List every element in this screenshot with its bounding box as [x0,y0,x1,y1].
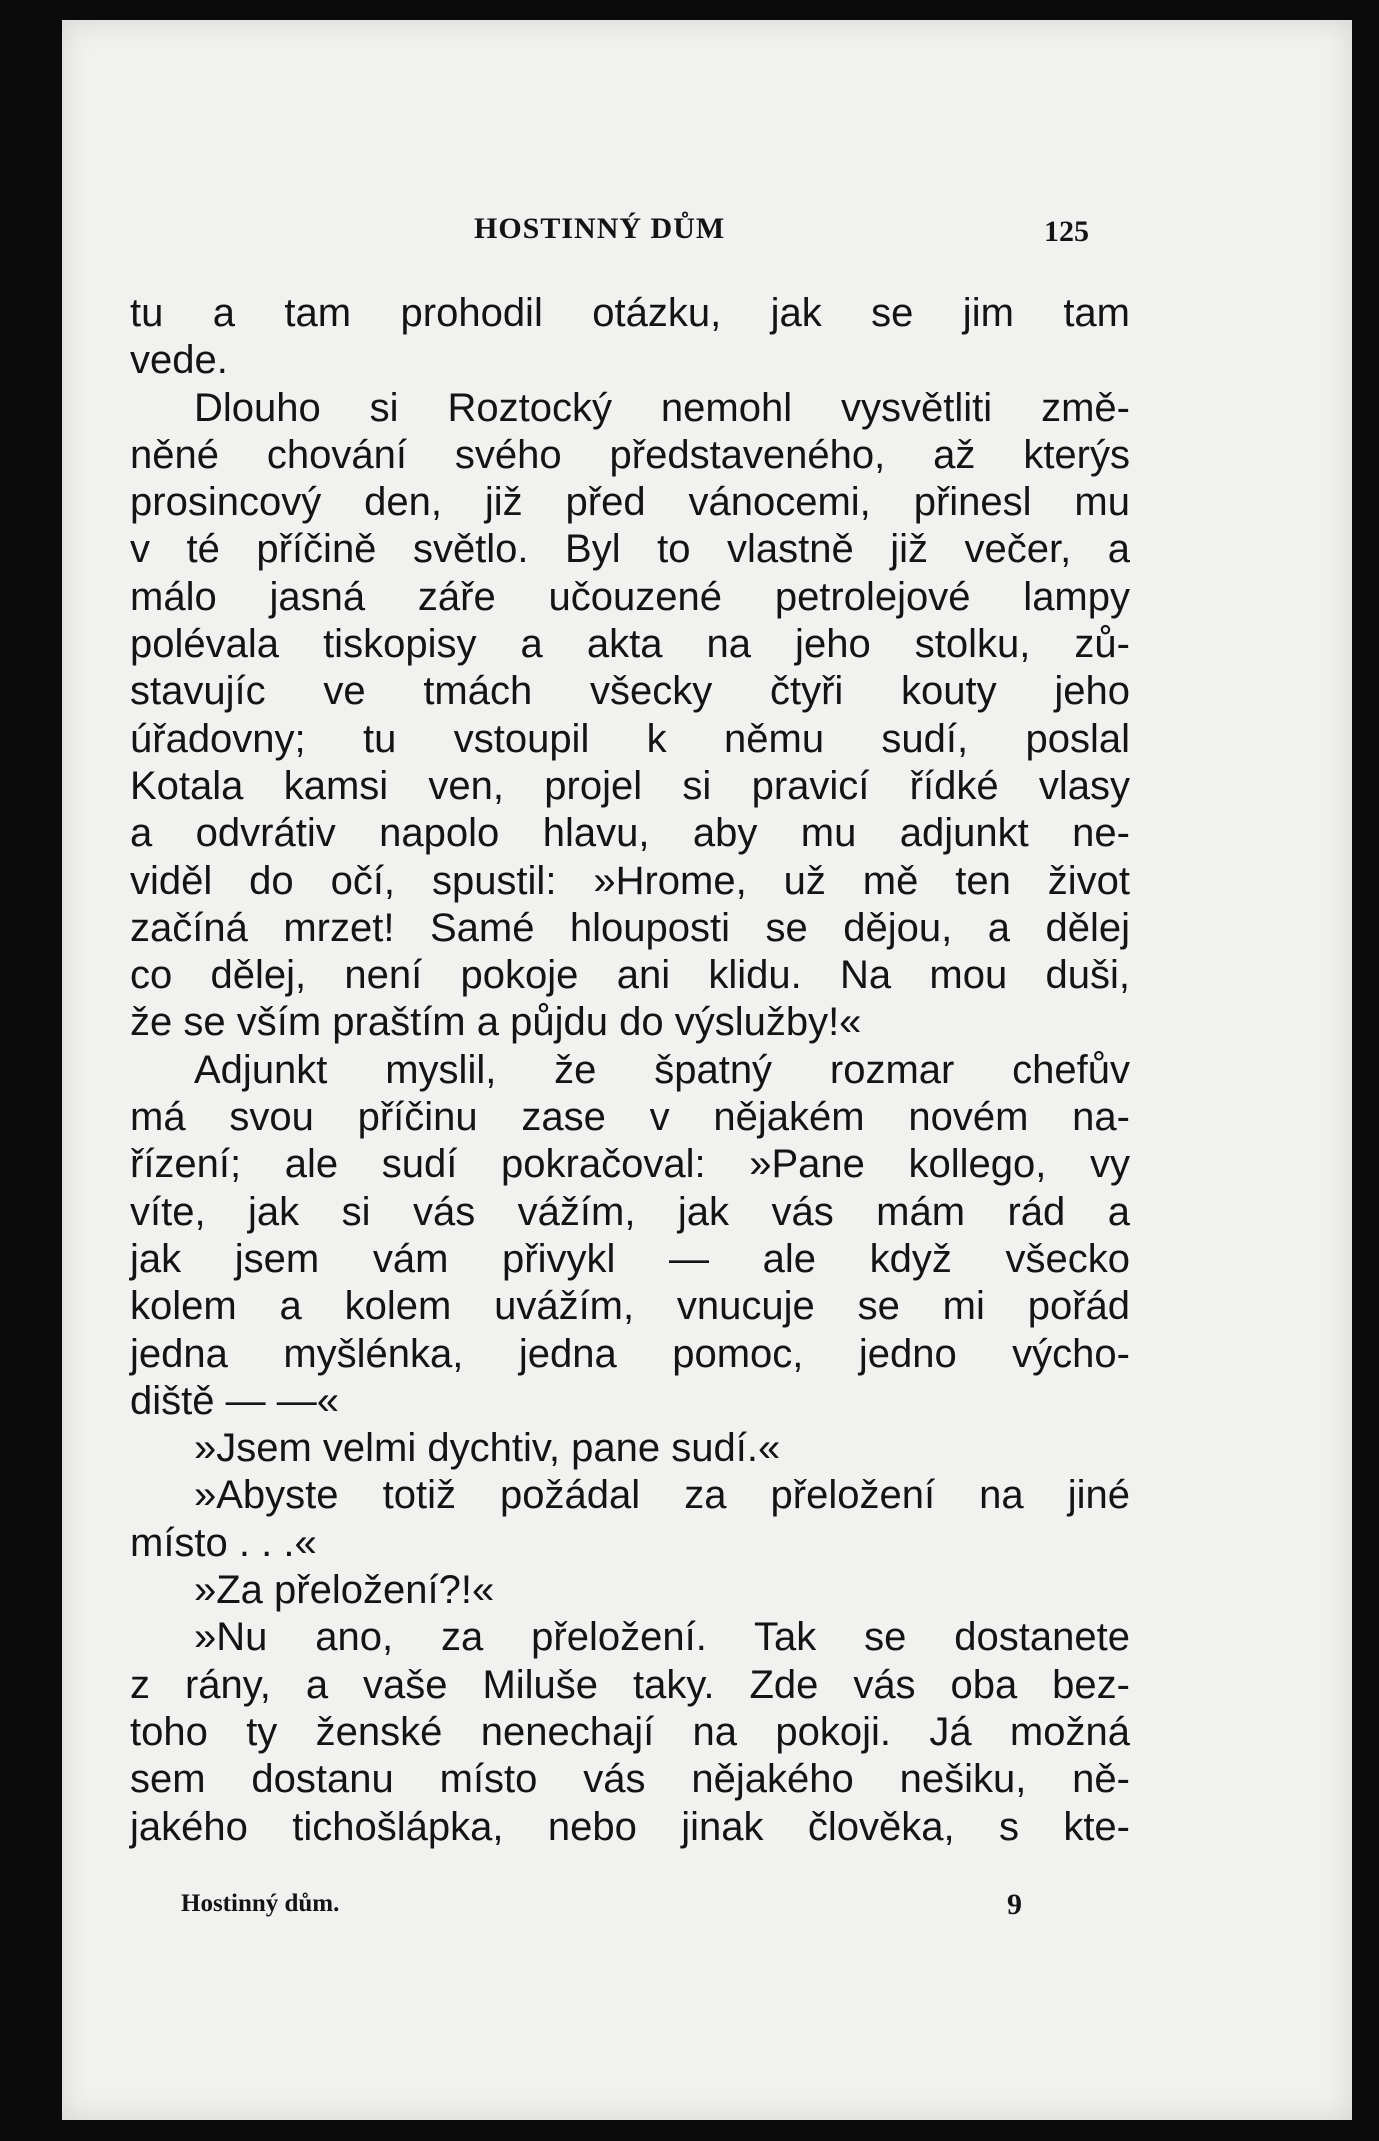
text-line: a odvrátiv napolo hlavu, aby mu adjunkt ne- [130,811,1130,856]
text-line: diště — —« [130,1378,339,1423]
text-line: že se vším praštím a půjdu do výslužby!« [130,1000,862,1045]
text-line: viděl do očí, spustil: »Hrome, už mě ten život [130,858,1130,903]
text-line: málo jasná záře učouzené petrolejové lampy [130,574,1130,619]
text-line: prosincový den, již před vánocemi, přinesl mu [130,480,1130,525]
text-line: Adjunkt myslil, že špatný rozmar chefův [194,1047,1130,1092]
text-line: řízení; ale sudí pokračoval: »Pane kollego, vy [130,1142,1130,1187]
text-line: vede. [130,338,228,383]
text-line: polévala tiskopisy a akta na jeho stolku, zů- [130,622,1130,667]
text-line: má svou příčinu zase v nějakém novém na- [130,1095,1130,1140]
text-line: »Abyste totiž požádal za přeložení na jiné [194,1473,1130,1518]
text-line: něné chování svého představeného, až kterýs [130,432,1130,477]
text-line: »Jsem velmi dychtiv, pane sudí.« [194,1426,781,1471]
text-line: jedna myšlénka, jedna pomoc, jedno výcho- [130,1331,1130,1376]
text-line: místo . . .« [130,1520,317,1565]
text-line: víte, jak si vás vážím, jak vás mám rád a [130,1189,1130,1234]
text-line: co dělej, není pokoje ani klidu. Na mou duši, [130,953,1130,998]
text-line: tu a tam prohodil otázku, jak se jim tam [130,291,1130,335]
book-page [62,20,1352,2120]
text-line: úřadovny; tu vstoupil k němu sudí, poslal [130,716,1130,761]
text-line: v té příčině světlo. Byl to vlastně již večer, a [130,527,1130,572]
text-line: jakého tichošlápka, nebo jinak člověka, s kte- [130,1804,1130,1849]
text-line: »Za přeložení?!« [194,1568,495,1613]
signature-mark: 9 [1007,1888,1022,1921]
text-line: sem dostanu místo vás nějakého nešiku, ně- [130,1757,1130,1802]
page-number: 125 [1044,215,1089,248]
text-line: z rány, a vaše Miluše taky. Zde vás oba bez- [130,1662,1130,1707]
text-line: »Nu ano, za přeložení. Tak se dostanete [194,1615,1130,1660]
body-text [130,290,1130,1851]
text-line: Kotala kamsi ven, projel si pravicí řídké vlasy [130,763,1130,808]
text-line: Dlouho si Roztocký nemohl vysvětliti změ- [194,385,1130,430]
footer-book-title: Hostinný dům. [181,1890,340,1917]
text-line: toho ty ženské nenechají na pokoji. Já možná [130,1709,1130,1754]
text-line: kolem a kolem uvážím, vnucuje se mi pořád [130,1284,1130,1329]
text-line: jak jsem vám přivykl — ale když všecko [130,1236,1130,1281]
text-line: stavujíc ve tmách všecky čtyři kouty jeho [130,669,1130,714]
running-title: HOSTINNÝ DŮM [474,212,726,245]
text-line: začíná mrzet! Samé hlouposti se dějou, a dělej [130,905,1130,950]
